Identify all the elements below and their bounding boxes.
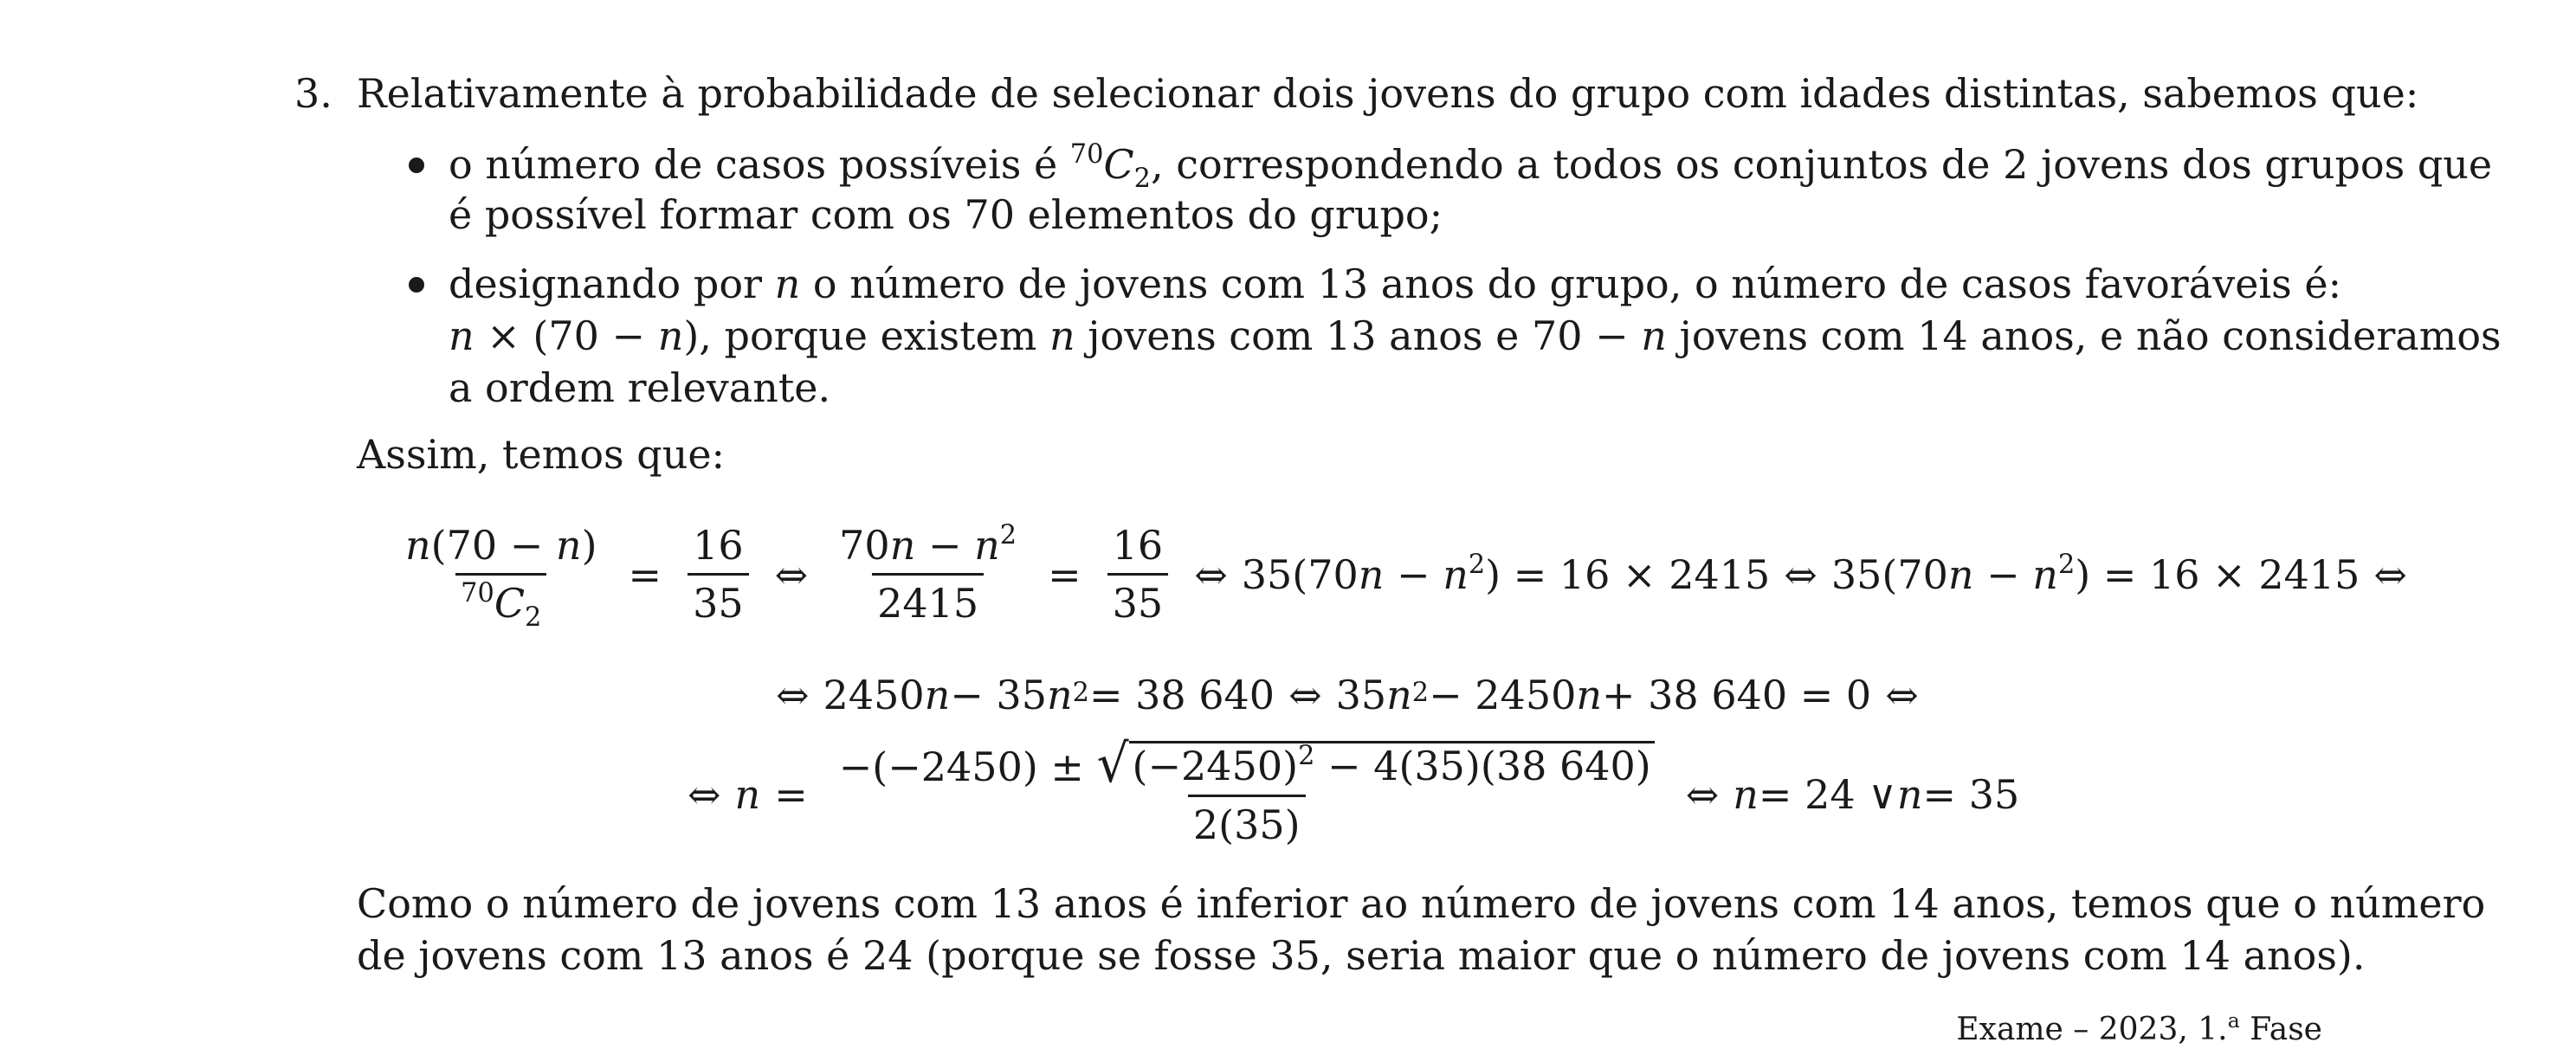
math-text: 35 — [1335, 672, 1387, 718]
math-text: = 38 640 — [1088, 672, 1275, 718]
math-text: − — [1973, 550, 2033, 598]
math-text: 2450 — [823, 672, 925, 718]
sup-2: 2 — [1468, 549, 1486, 580]
var-n: n — [1049, 312, 1075, 359]
item-number: 3. — [294, 70, 332, 117]
var-n: n — [449, 312, 475, 359]
term-2 — [1831, 551, 2360, 598]
sup-70: 70 — [461, 578, 494, 609]
iff-symbol: ⇔ — [776, 672, 810, 718]
fraction-probability — [400, 522, 603, 634]
iff-symbol: ⇔ — [1885, 672, 1919, 718]
var-n: n — [1733, 770, 1759, 818]
bullet2-text: jovens com 13 anos e 70 − — [1075, 312, 1642, 359]
bullet2-line1 — [449, 258, 2342, 310]
var-n: n — [555, 522, 582, 569]
sup-2: 2 — [2057, 549, 2076, 580]
bullet2-line3: a ordem relevante. — [449, 364, 831, 411]
iff-symbol: ⇔ — [1784, 550, 1817, 598]
bullet2-text-a: designando por — [449, 261, 775, 307]
math-text: − — [915, 522, 975, 569]
var-n: n — [774, 261, 801, 307]
math-text: − 35 — [950, 672, 1047, 718]
denominator: 2415 — [872, 573, 984, 626]
equals-sign: = — [628, 550, 662, 598]
sub-2: 2 — [1133, 164, 1151, 195]
term-1 — [1242, 551, 1771, 598]
math-text: ) = 16 × 2415 — [2075, 550, 2360, 598]
math-text: − 4(35)(38 640) — [1314, 743, 1651, 789]
fraction-16-35 — [1107, 523, 1169, 626]
var-n: n — [1576, 672, 1602, 718]
iff-symbol: ⇔ — [774, 550, 809, 598]
radical-icon: √ — [1096, 732, 1129, 795]
math-text: + 38 640 = 0 — [1602, 672, 1872, 718]
exam-source — [1956, 1007, 2322, 1049]
bullet1-text-b: , correspondendo a todos os conjuntos de 2 jovens dos grupos que — [1150, 141, 2493, 188]
sup-2: 2 — [999, 520, 1017, 551]
iff-symbol: ⇔ — [1194, 550, 1228, 598]
intro-text: Relativamente à probabilidade de selecionar dois jovens do grupo com idades distintas, sabemos que: — [357, 70, 2419, 117]
iff-symbol: ⇔ — [2373, 550, 2407, 598]
quadratic-formula-fraction — [834, 732, 1660, 848]
math-text: − — [1384, 550, 1443, 598]
math-text: 35(70 — [1830, 550, 1948, 598]
math-text: 70 — [839, 522, 890, 569]
var-n: n — [405, 522, 431, 569]
bullet2-text: × (70 − — [474, 312, 658, 359]
fraction-expanded — [834, 520, 1022, 627]
source-text: Fase — [2239, 1012, 2322, 1047]
var-n: n — [974, 522, 1000, 569]
var-n: n — [1046, 672, 1073, 718]
var-n: n — [924, 672, 951, 718]
square-root — [1096, 732, 1655, 795]
math-text: (−2450) — [1132, 743, 1299, 789]
iff-symbol: ⇔ — [688, 770, 721, 818]
sup-2: 2 — [1298, 741, 1315, 772]
math-text: −(−2450) ± — [838, 743, 1097, 790]
bullet1-line1 — [449, 138, 2493, 195]
bullet-dot-1 — [409, 158, 424, 173]
bullet2-line2 — [449, 310, 2502, 362]
equation-line-3 — [674, 732, 2020, 848]
math-text: = 24 ∨ — [1758, 770, 1897, 818]
var-n: n — [1358, 550, 1385, 598]
math-text: = 35 — [1922, 770, 2020, 818]
var-n: n — [657, 312, 684, 359]
equation-line-1 — [388, 520, 2421, 634]
bullet1-line2: é possível formar com os 70 elementos do grupo; — [449, 191, 1443, 238]
equals-sign: = — [774, 770, 808, 818]
var-n: n — [1641, 312, 1667, 359]
combination-symbol: C — [1103, 141, 1134, 188]
source-text: Exame – 2023, 1. — [1956, 1012, 2228, 1047]
combination-symbol: C — [494, 580, 526, 627]
bullet2-text: ), porque existem — [683, 312, 1050, 359]
equals-sign: = — [1048, 550, 1081, 598]
math-text: ) = 16 × 2415 — [1485, 550, 1771, 598]
math-text: − 2450 — [1429, 672, 1577, 718]
var-n: n — [734, 770, 761, 818]
var-n: n — [1896, 770, 1923, 818]
math-text: ) — [581, 522, 597, 569]
math-text: (70 − — [430, 522, 556, 569]
var-n: n — [889, 522, 916, 569]
fraction-16-35 — [688, 523, 749, 626]
numerator: 16 — [693, 522, 744, 569]
var-n: n — [2032, 550, 2058, 598]
numerator: 16 — [1112, 522, 1164, 569]
denominator: 35 — [1107, 573, 1169, 626]
source-sup: a — [2227, 1007, 2240, 1033]
bullet1-text-a: o número de casos possíveis é — [449, 141, 1070, 188]
assim-text: Assim, temos que: — [357, 431, 726, 478]
conclusion-line1: Como o número de jovens com 13 anos é inferior ao número de jovens com 14 anos, temos que o número — [357, 880, 2486, 927]
bullet2-text: jovens com 14 anos, e não consideramos — [1666, 312, 2502, 359]
iff-symbol: ⇔ — [1685, 770, 1720, 818]
denominator: 2(35) — [1188, 795, 1306, 847]
equation-line-2: ⇔ 2450 n − 35 n $^2$ = 38 640 ⇔ 35 n $^2$ − 2450 n + 38 640 = 0 ⇔ — [776, 672, 1919, 718]
math-text: 35(70 — [1241, 550, 1359, 598]
var-n: n — [1947, 550, 1974, 598]
var-n: n — [1386, 672, 1412, 718]
sub-2: 2 — [525, 602, 542, 634]
bullet-dot-2 — [409, 277, 424, 293]
denominator: 35 — [688, 573, 749, 626]
iff-symbol: ⇔ — [1288, 672, 1322, 718]
conclusion-line2: de jovens com 13 anos é 24 (porque se fosse 35, seria maior que o número de jovens com 14 anos). — [357, 932, 2366, 979]
sup-70: 70 — [1069, 139, 1104, 171]
bullet2-text-b: o número de jovens com 13 anos do grupo, o número de casos favoráveis é: — [800, 261, 2342, 307]
var-n: n — [1443, 550, 1469, 598]
